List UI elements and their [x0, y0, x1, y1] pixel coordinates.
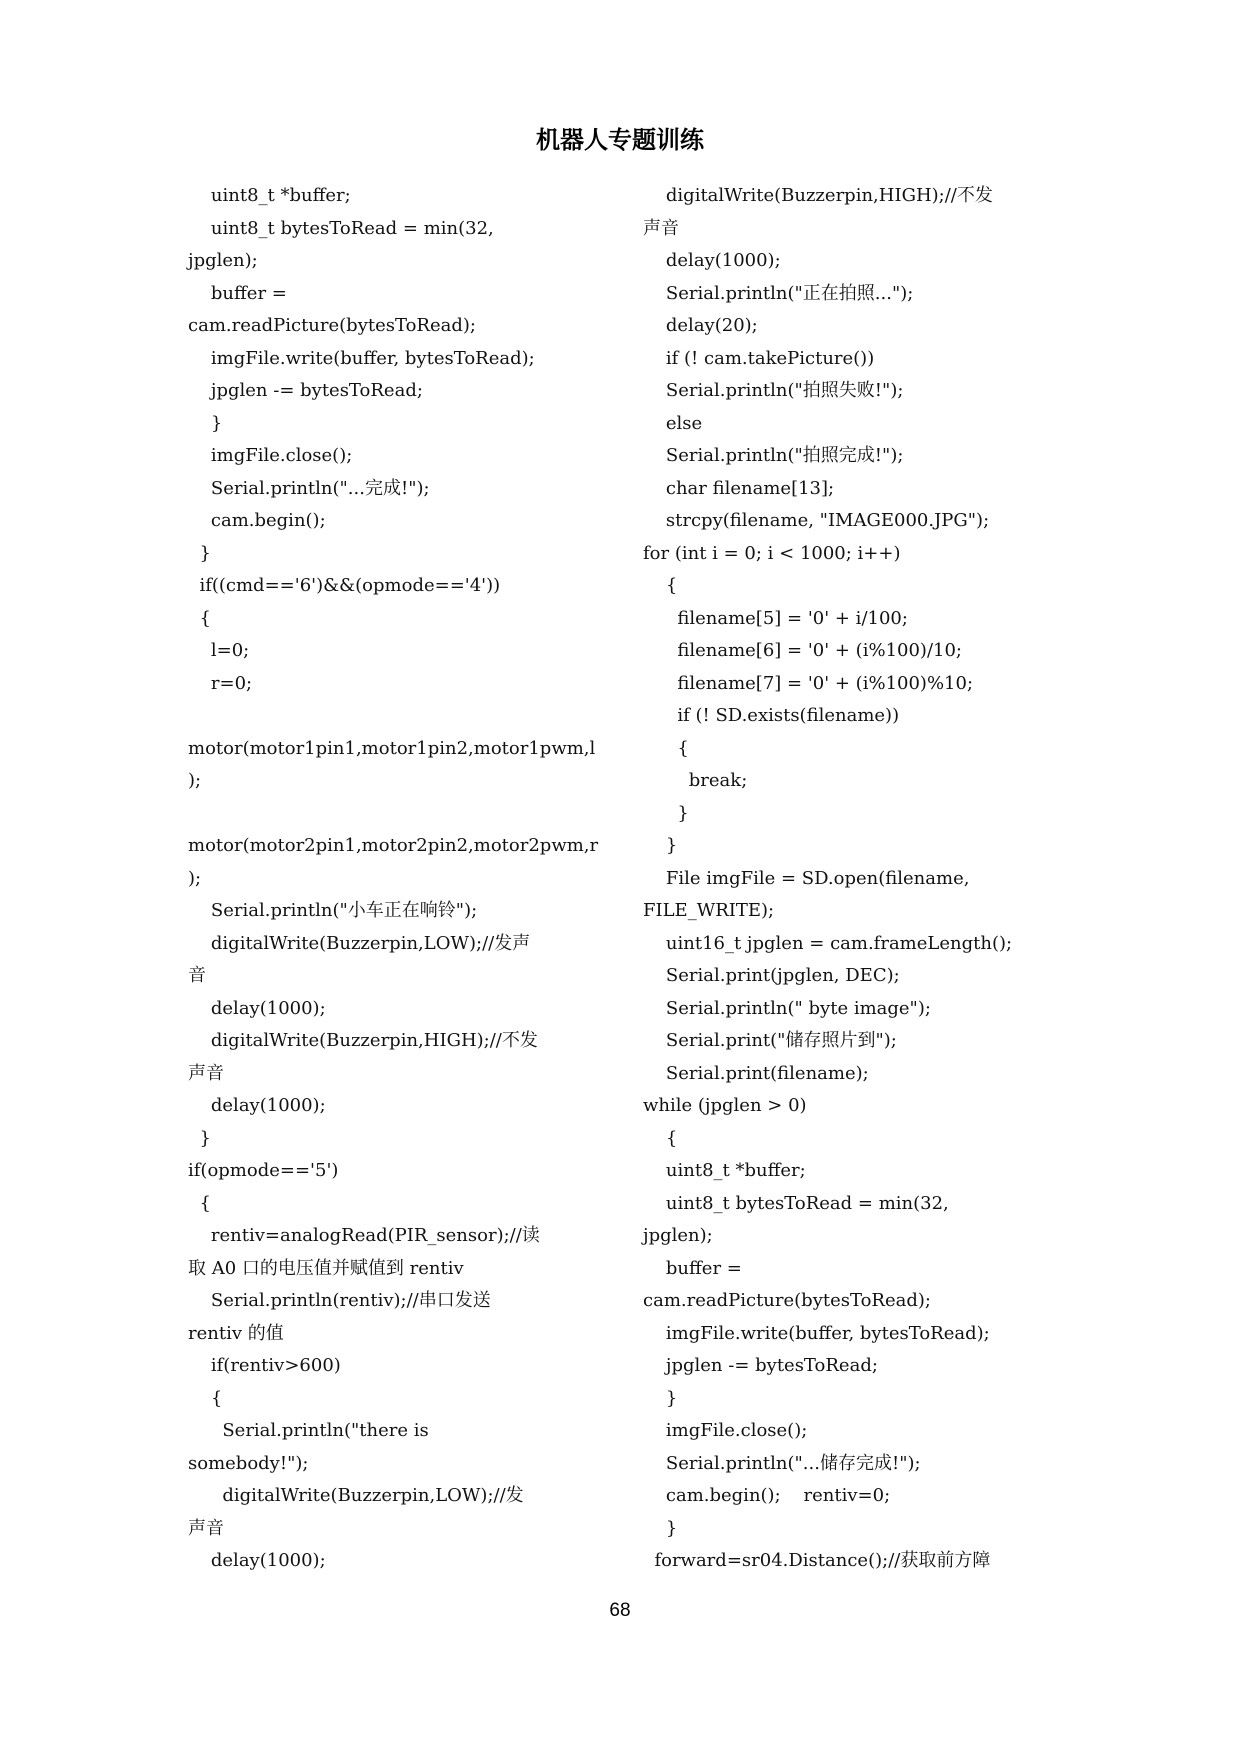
- code-column-left: [188, 180, 608, 1578]
- code-line: Serial.println(rentiv);//串口发送: [188, 1290, 491, 1311]
- code-line: for (int i = 0; i < 1000; i++): [643, 542, 901, 564]
- code-line: }: [643, 802, 689, 824]
- code-line: uint8_t *buffer;: [188, 185, 351, 206]
- code-line: Serial.println("拍照完成!");: [643, 445, 904, 466]
- code-line: jpglen);: [643, 1225, 713, 1246]
- code-line: cam.readPicture(bytesToRead);: [188, 315, 476, 336]
- code-line: if (! SD.exists(filename)): [643, 705, 900, 726]
- code-line: r=0;: [188, 672, 253, 694]
- code-line: );: [188, 770, 202, 791]
- code-line: Serial.println("...完成!");: [188, 477, 430, 499]
- code-line: Serial.print(jpglen, DEC);: [643, 965, 900, 986]
- code-line: [188, 798, 608, 831]
- code-line: rentiv 的值: [188, 1322, 284, 1344]
- code-line: {: [643, 737, 689, 759]
- code-line: filename[6] = '0' + (i%100)/10;: [643, 640, 962, 661]
- code-line: }: [643, 1517, 678, 1539]
- code-line: delay(1000);: [643, 250, 781, 271]
- page-number: 68: [609, 1600, 631, 1621]
- code-line: FILE_WRITE);: [643, 900, 775, 921]
- code-line: filename[5] = '0' + i/100;: [643, 607, 908, 629]
- code-line: while (jpglen > 0): [643, 1095, 807, 1116]
- code-line: 取 A0 口的电压值并赋值到 rentiv: [188, 1257, 464, 1279]
- code-line: 音: [188, 965, 206, 986]
- code-line: else: [643, 412, 703, 434]
- code-line: buffer =: [643, 1257, 742, 1279]
- code-line: {: [188, 1192, 211, 1214]
- code-line: imgFile.write(buffer, bytesToRead);: [643, 1322, 990, 1344]
- code-line: digitalWrite(Buzzerpin,HIGH);//不发: [643, 185, 993, 206]
- code-line: jpglen);: [188, 250, 258, 271]
- code-line: jpglen -= bytesToRead;: [643, 1355, 878, 1376]
- code-line: 声音: [643, 217, 679, 239]
- code-line: if(rentiv>600): [188, 1355, 341, 1376]
- code-line: l=0;: [188, 640, 250, 661]
- code-line: Serial.println(" byte image");: [643, 997, 931, 1019]
- code-line: imgFile.close();: [643, 1420, 808, 1441]
- code-line: uint8_t bytesToRead = min(32,: [643, 1192, 949, 1214]
- code-line: break;: [643, 770, 748, 791]
- code-line: Serial.println("小车正在响铃");: [188, 900, 478, 921]
- code-line: {: [188, 607, 211, 629]
- code-line: rentiv=analogRead(PIR_sensor);//读: [188, 1225, 540, 1246]
- code-line: Serial.println("there is: [188, 1420, 429, 1441]
- code-line: digitalWrite(Buzzerpin,LOW);//发声: [188, 932, 531, 954]
- code-line: }: [188, 412, 223, 434]
- code-line: uint16_t jpglen = cam.frameLength();: [643, 932, 1013, 954]
- code-line: cam.begin();: [188, 510, 326, 531]
- code-line: jpglen -= bytesToRead;: [188, 380, 423, 401]
- code-line: if (! cam.takePicture()): [643, 347, 875, 369]
- code-line: }: [188, 1127, 211, 1149]
- code-line: }: [643, 835, 678, 856]
- code-column-right: [643, 180, 1063, 1578]
- code-line: File imgFile = SD.open(filename,: [643, 867, 970, 889]
- code-line: [188, 700, 608, 733]
- code-line: filename[7] = '0' + (i%100)%10;: [643, 672, 974, 694]
- code-line: Serial.print(filename);: [643, 1062, 869, 1084]
- code-line: );: [188, 867, 202, 889]
- code-line: 声音: [188, 1062, 224, 1084]
- code-line: delay(1000);: [188, 1550, 326, 1571]
- code-line: {: [643, 1127, 678, 1149]
- code-line: if((cmd=='6')&&(opmode=='4')): [188, 575, 501, 596]
- code-line: Serial.print("储存照片到");: [643, 1030, 897, 1051]
- code-line: motor(motor1pin1,motor1pin2,motor1pwm,l: [188, 737, 596, 759]
- code-line: char filename[13];: [643, 477, 835, 499]
- code-line: {: [643, 575, 678, 596]
- code-line: somebody!");: [188, 1452, 309, 1474]
- code-line: delay(20);: [643, 315, 758, 336]
- code-line: digitalWrite(Buzzerpin,HIGH);//不发: [188, 1030, 538, 1051]
- code-line: uint8_t *buffer;: [643, 1160, 806, 1181]
- code-line: 声音: [188, 1517, 224, 1539]
- code-line: delay(1000);: [188, 1095, 326, 1116]
- code-line: delay(1000);: [188, 997, 326, 1019]
- code-line: }: [643, 1387, 678, 1409]
- code-line: if(opmode=='5'): [188, 1160, 339, 1181]
- code-line: motor(motor2pin1,motor2pin2,motor2pwm,r: [188, 835, 599, 856]
- code-line: uint8_t bytesToRead = min(32,: [188, 217, 494, 239]
- code-line: forward=sr04.Distance();//获取前方障: [643, 1550, 991, 1571]
- code-line: Serial.println("拍照失败!");: [643, 380, 904, 401]
- code-line: {: [188, 1387, 223, 1409]
- code-line: Serial.println("正在拍照...");: [643, 282, 914, 304]
- code-line: cam.readPicture(bytesToRead);: [643, 1290, 931, 1311]
- code-line: Serial.println("...储存完成!");: [643, 1452, 921, 1474]
- code-line: imgFile.close();: [188, 445, 353, 466]
- code-line: imgFile.write(buffer, bytesToRead);: [188, 347, 535, 369]
- code-line: }: [188, 542, 211, 564]
- code-line: digitalWrite(Buzzerpin,LOW);//发: [188, 1485, 524, 1506]
- code-line: buffer =: [188, 282, 287, 304]
- code-line: strcpy(filename, "IMAGE000.JPG");: [643, 510, 990, 531]
- code-line: cam.begin(); rentiv=0;: [643, 1485, 891, 1506]
- page-title: 机器人专题训练: [536, 126, 704, 154]
